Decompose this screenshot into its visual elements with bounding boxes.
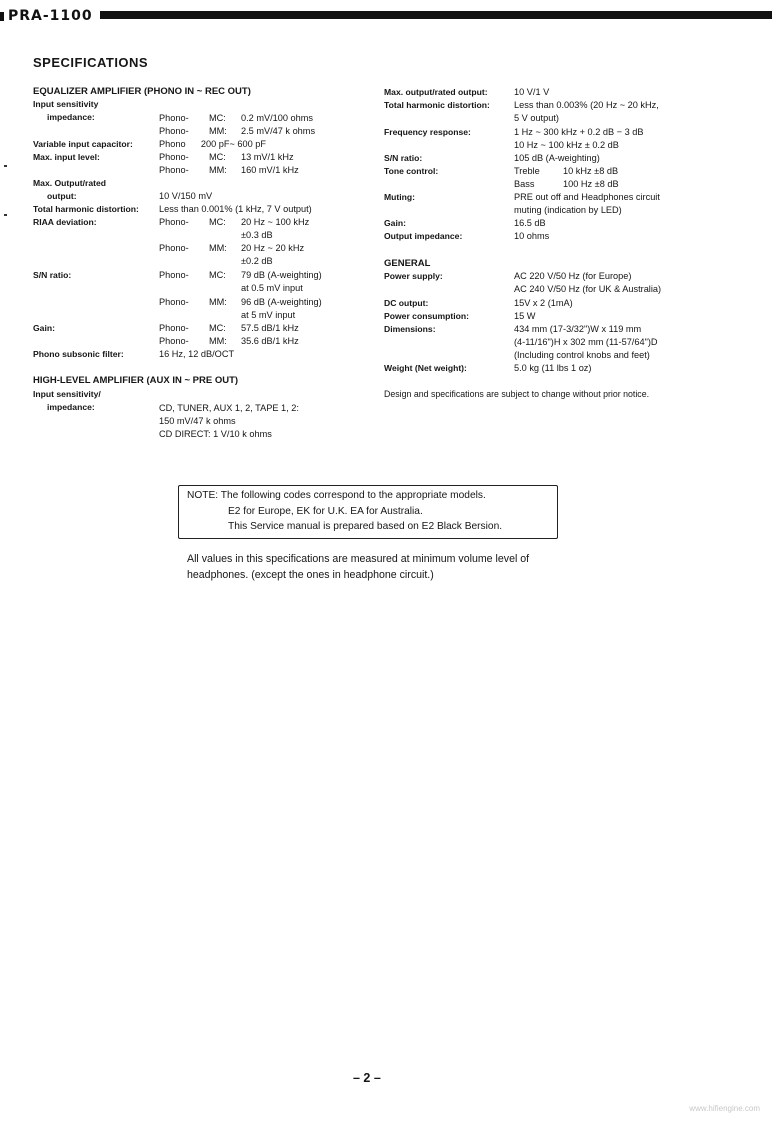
- spec-value: 20 Hz ~ 20 kHz: [241, 243, 305, 253]
- spec-value: Phono-: [159, 243, 189, 253]
- spec-value: CD DIRECT: 1 V/10 k ohms: [159, 429, 272, 439]
- section-heading-general: GENERAL: [384, 258, 431, 269]
- spec-value: 57.5 dB/1 kHz: [241, 323, 299, 333]
- spec-value: 10 V/150 mV: [159, 191, 213, 201]
- spec-value: 35.6 dB/1 kHz: [241, 336, 299, 346]
- spec-value: Phono 200 pF~ 600 pF: [159, 139, 267, 149]
- spec-label: Max. input level:: [33, 152, 100, 162]
- spec-value: ±0.3 dB: [241, 230, 273, 240]
- spec-value: 10 kHz ±8 dB: [563, 166, 619, 176]
- spec-label: impedance:: [47, 112, 95, 122]
- spec-value: 5 V output): [514, 113, 559, 123]
- spec-label: Variable input capacitor:: [33, 139, 133, 149]
- spec-label: Input sensitivity: [33, 99, 99, 109]
- spec-value: Phono-: [159, 113, 189, 123]
- spec-label: impedance:: [47, 402, 95, 412]
- spec-value: at 0.5 mV input: [241, 283, 303, 293]
- spec-value: 1 Hz ~ 300 kHz + 0.2 dB − 3 dB: [514, 127, 644, 137]
- spec-label: Tone control:: [384, 166, 439, 176]
- spec-value: 2.5 mV/47 k ohms: [241, 126, 316, 136]
- spec-value: MM:: [209, 243, 227, 253]
- spec-value: MM:: [209, 126, 227, 136]
- spec-value: CD, TUNER, AUX 1, 2, TAPE 1, 2:: [159, 403, 299, 413]
- spec-value: 96 dB (A-weighting): [241, 297, 322, 307]
- spec-value: Phono-: [159, 336, 189, 346]
- header-bar: [100, 11, 772, 19]
- spec-value: (Including control knobs and feet): [514, 350, 650, 360]
- page-title: SPECIFICATIONS: [33, 55, 149, 70]
- margin-mark: [4, 214, 7, 216]
- spec-label: Phono subsonic filter:: [33, 349, 124, 359]
- spec-value: MC:: [209, 270, 226, 280]
- spec-value: 10 ohms: [514, 231, 550, 241]
- spec-value: AC 220 V/50 Hz (for Europe): [514, 271, 632, 281]
- spec-value: Phono-: [159, 323, 189, 333]
- spec-value: 13 mV/1 kHz: [241, 152, 294, 162]
- page-number: – 2 –: [353, 1071, 381, 1085]
- spec-value: muting (indication by LED): [514, 205, 622, 215]
- header-left-mark: [0, 12, 4, 21]
- spec-value: 434 mm (17-3/32")W x 119 mm: [514, 324, 642, 334]
- spec-label: Total harmonic distortion:: [33, 204, 139, 214]
- spec-value: Phono-: [159, 165, 189, 175]
- spec-label: S/N ratio:: [33, 270, 72, 280]
- measurement-note: headphones. (except the ones in headphone circuit.): [187, 569, 434, 581]
- spec-value: MM:: [209, 297, 227, 307]
- spec-value: Phono-: [159, 126, 189, 136]
- spec-value: MC:: [209, 323, 226, 333]
- spec-value: MC:: [209, 152, 226, 162]
- spec-label: Power supply:: [384, 271, 443, 281]
- watermark: www.hifiengine.com: [689, 1104, 760, 1113]
- spec-value: Less than 0.003% (20 Hz ~ 20 kHz,: [514, 100, 659, 110]
- spec-value: MC:: [209, 217, 226, 227]
- spec-value: 79 dB (A-weighting): [241, 270, 322, 280]
- note-line: NOTE: The following codes correspond to the appropriate models.: [187, 490, 486, 501]
- spec-value: 15 W: [514, 311, 536, 321]
- spec-label: Muting:: [384, 192, 416, 202]
- spec-value: 0.2 mV/100 ohms: [241, 113, 314, 123]
- spec-value: 15V x 2 (1mA): [514, 298, 573, 308]
- spec-label: Input sensitivity/: [33, 389, 101, 399]
- spec-label: RIAA deviation:: [33, 217, 97, 227]
- spec-label: Max. output/rated output:: [384, 87, 488, 97]
- spec-label: Gain:: [384, 218, 406, 228]
- spec-value: Phono-: [159, 297, 189, 307]
- spec-value: 16.5 dB: [514, 218, 546, 228]
- spec-value: MM:: [209, 336, 227, 346]
- spec-value: 100 Hz ±8 dB: [563, 179, 619, 189]
- spec-label: output:: [47, 191, 77, 201]
- spec-label: Weight (Net weight):: [384, 363, 467, 373]
- spec-value: 160 mV/1 kHz: [241, 165, 299, 175]
- spec-label: Dimensions:: [384, 324, 436, 334]
- spec-value: MM:: [209, 165, 227, 175]
- spec-value: 105 dB (A-weighting): [514, 153, 600, 163]
- spec-label: DC output:: [384, 298, 429, 308]
- spec-value: ±0.2 dB: [241, 256, 273, 266]
- spec-label: Frequency response:: [384, 127, 471, 137]
- section-heading-high-level: HIGH-LEVEL AMPLIFIER (AUX IN ~ PRE OUT): [33, 375, 239, 386]
- spec-value: Treble: [514, 166, 540, 176]
- spec-value: 150 mV/47 k ohms: [159, 416, 236, 426]
- spec-value: Phono-: [159, 217, 189, 227]
- margin-mark: [4, 165, 7, 167]
- spec-value: AC 240 V/50 Hz (for UK & Australia): [514, 284, 662, 294]
- spec-value: 20 Hz ~ 100 kHz: [241, 217, 310, 227]
- measurement-note: All values in this specifications are measured at minimum volume level of: [187, 553, 530, 565]
- spec-value: 10 Hz ~ 100 kHz ± 0.2 dB: [514, 140, 619, 150]
- spec-value: 16 Hz, 12 dB/OCT: [159, 349, 235, 359]
- spec-value: MC:: [209, 113, 226, 123]
- spec-value: at 5 mV input: [241, 310, 296, 320]
- spec-value: 5.0 kg (11 lbs 1 oz): [514, 363, 592, 373]
- spec-label: Output impedance:: [384, 231, 463, 241]
- note-line: E2 for Europe, EK for U.K. EA for Australia.: [228, 506, 423, 517]
- spec-value: Phono-: [159, 270, 189, 280]
- note-line: This Service manual is prepared based on E2 Black Bersion.: [228, 521, 503, 532]
- model-name: PRA-1100: [8, 8, 93, 24]
- spec-label: Power consumption:: [384, 311, 469, 321]
- spec-label: S/N ratio:: [384, 153, 423, 163]
- spec-label: Total harmonic distortion:: [384, 100, 490, 110]
- spec-label: Gain:: [33, 323, 55, 333]
- section-heading-equalizer: EQUALIZER AMPLIFIER (PHONO IN ~ REC OUT): [33, 86, 251, 97]
- design-notice: Design and specifications are subject to change without prior notice.: [384, 389, 650, 399]
- spec-value: (4-11/16")H x 302 mm (11-57/64")D: [514, 337, 658, 347]
- spec-label: Max. Output/rated: [33, 178, 107, 188]
- spec-value: 10 V/1 V: [514, 87, 550, 97]
- spec-value: PRE out off and Headphones circuit: [514, 192, 660, 202]
- spec-value: Bass: [514, 179, 535, 189]
- spec-value: Less than 0.001% (1 kHz, 7 V output): [159, 204, 312, 214]
- spec-value: Phono-: [159, 152, 189, 162]
